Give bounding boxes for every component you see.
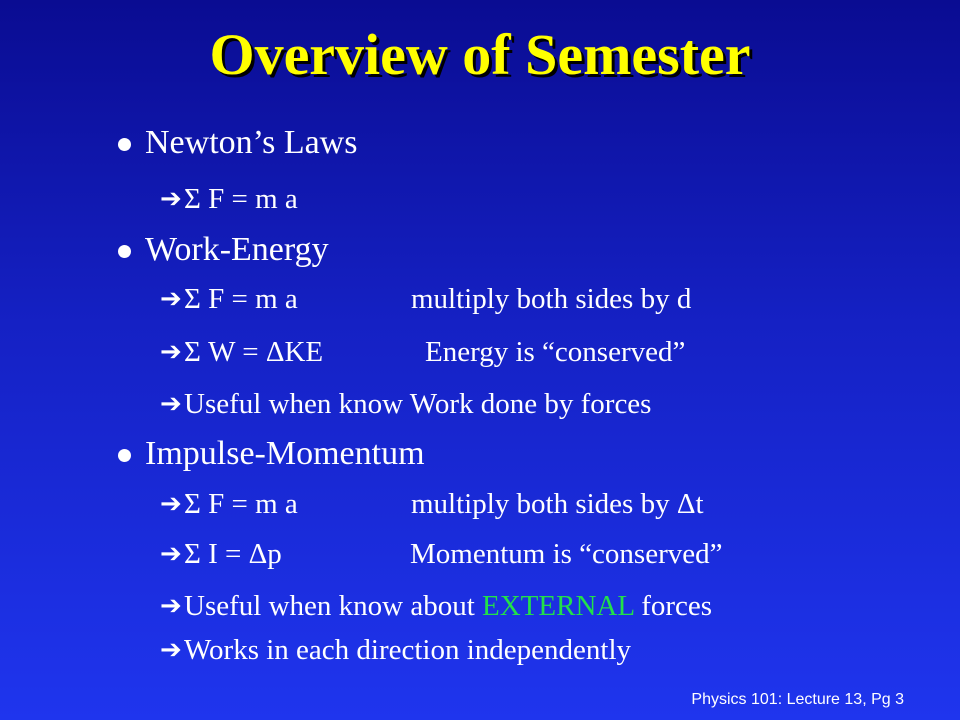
arrow-right-icon: ➔: [160, 284, 182, 314]
slide-footer: Physics 101: Lecture 13, Pg 3: [691, 691, 904, 708]
sub-bullet-note: multiply both sides by d: [411, 283, 692, 315]
sub-bullet-note: multiply both sides by Δt: [411, 488, 704, 520]
slide-title: Overview of Semester: [209, 22, 751, 87]
bullet-dot-icon: [118, 449, 131, 462]
sub-bullet-text: Σ F = m a: [184, 183, 298, 215]
sub-bullet-text: Σ I = Δp: [184, 538, 282, 570]
sub-bullet-text: Useful when know Work done by forces: [184, 388, 652, 420]
sub-bullet-text: Works in each direction independently: [184, 634, 632, 666]
arrow-right-icon: ➔: [160, 539, 182, 569]
sub-bullet-text: Σ F = m a: [184, 283, 298, 315]
arrow-right-icon: ➔: [160, 184, 182, 214]
bullet-heading: Newton’s Laws: [145, 124, 358, 161]
sub-bullet-text-before: Useful when know about: [184, 590, 483, 622]
arrow-right-icon: ➔: [160, 489, 182, 519]
sub-bullet-text: Σ W = ΔKE: [184, 336, 324, 368]
arrow-right-icon: ➔: [160, 635, 182, 665]
sub-bullet-text: [184, 592, 712, 621]
arrow-right-icon: ➔: [160, 337, 182, 367]
sub-bullet-text: Σ F = m a: [184, 488, 298, 520]
bullet-dot-icon: [118, 138, 131, 151]
bullet-dot-icon: [118, 245, 131, 258]
bullet-heading: Work-Energy: [145, 231, 329, 268]
sub-bullet-text-after: forces: [633, 590, 713, 622]
external-highlight: EXTERNAL: [482, 590, 634, 622]
sub-bullet-note: Energy is “conserved”: [425, 336, 686, 368]
sub-bullet-note: Momentum is “conserved”: [410, 538, 723, 570]
bullet-heading: Impulse-Momentum: [145, 435, 425, 472]
arrow-right-icon: ➔: [160, 591, 182, 621]
arrow-right-icon: ➔: [160, 389, 182, 419]
